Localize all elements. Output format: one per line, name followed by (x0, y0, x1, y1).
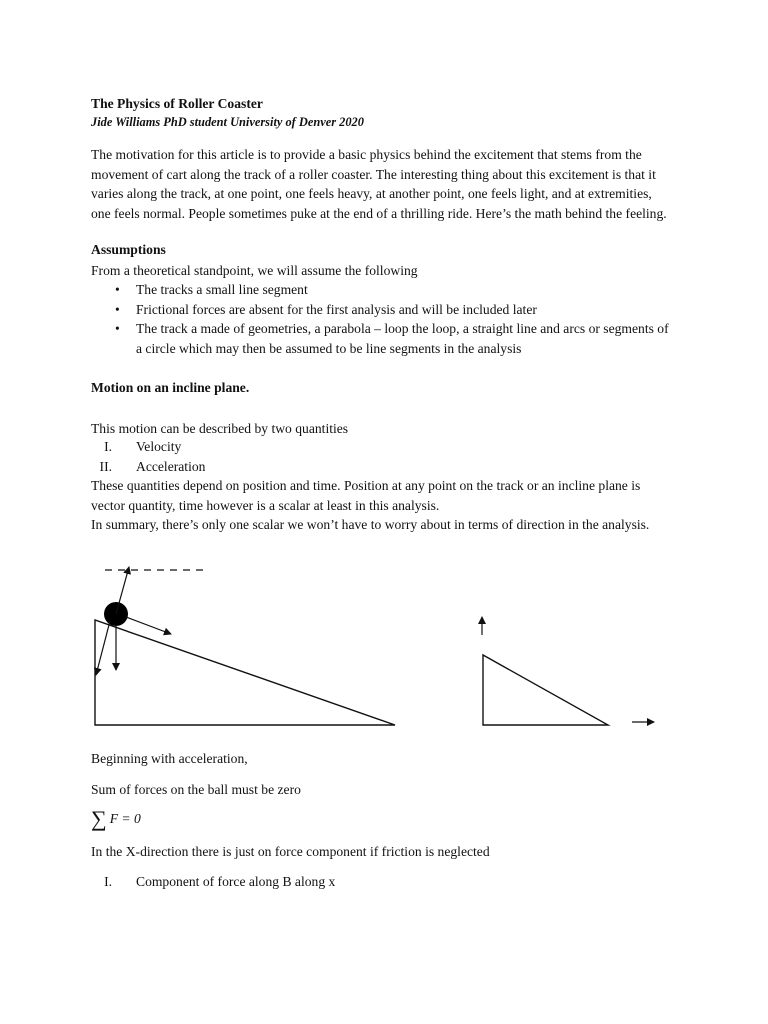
components-list (91, 872, 671, 892)
list-item-text: The track a made of geometries, a parabola – loop the loop, a straight line and arcs or segments of a circle which may then be assumed to be line segments in the analysis (136, 321, 669, 356)
motion-intro: This motion can be described by two quantities (91, 421, 349, 436)
motion-heading: Motion on an incline plane. (91, 380, 250, 395)
intro-paragraph: The motivation for this article is to provide a basic physics behind the excitement that stems from the movement of cart along the track of a roller coaster. The interesting thing about this excitement is that it varies along the track, at one point, one feels heavy, at another point, one feels light, and at extremities, one feels normal. People sometimes puke at the end of a thrilling ride. Here’s the math behind the feeling. (91, 147, 667, 221)
list-item (91, 437, 671, 457)
list-number: II. (99, 458, 112, 474)
small-triangle (483, 655, 608, 725)
list-item (91, 319, 671, 358)
along-incline-arrow (126, 617, 171, 634)
quantities-list (91, 437, 671, 476)
assumptions-heading: Assumptions (91, 242, 166, 257)
quantities-paragraph: These quantities depend on position and time. Position at any point on the track or an incline plane is vector quantity, time however is a scalar at least in this analysis. (91, 478, 641, 513)
list-item (91, 300, 671, 320)
list-number: I. (104, 874, 112, 889)
author-line: Jide Williams PhD student University of Denver 2020 (91, 115, 364, 129)
list-item-text: Acceleration (136, 458, 206, 474)
document-title: The Physics of Roller Coaster (91, 96, 263, 111)
list-number: I. (104, 439, 112, 454)
formula-expression: F = 0 (109, 811, 141, 826)
summary-paragraph: In summary, there’s only one scalar we won’t have to worry about in terms of direction in the analysis. (91, 517, 650, 532)
list-item (91, 280, 671, 300)
bullet-icon: • (115, 301, 120, 317)
list-item-text: Velocity (136, 439, 182, 454)
list-item-text: Component of force along B along x (136, 874, 336, 889)
bullet-icon: • (115, 282, 120, 297)
component-arrow (96, 621, 110, 675)
beginning-text: Beginning with acceleration, (91, 751, 248, 766)
incline-plane-triangle (95, 620, 395, 725)
summation-symbol: ∑ (91, 806, 107, 831)
bullet-icon: • (115, 321, 120, 336)
list-item (91, 457, 671, 477)
assumptions-intro: From a theoretical standpoint, we will assume the following (91, 263, 418, 278)
list-item-text: The tracks a small line segment (136, 282, 308, 297)
assumptions-list (91, 280, 671, 358)
sum-forces-text: Sum of forces on the ball must be zero (91, 782, 301, 797)
list-item-text: Frictional forces are absent for the first analysis and will be included later (136, 301, 537, 317)
list-item (91, 872, 671, 892)
incline-diagram (0, 555, 768, 745)
sum-of-forces-formula (91, 806, 141, 832)
x-direction-text: In the X-direction there is just on force component if friction is neglected (91, 844, 490, 859)
